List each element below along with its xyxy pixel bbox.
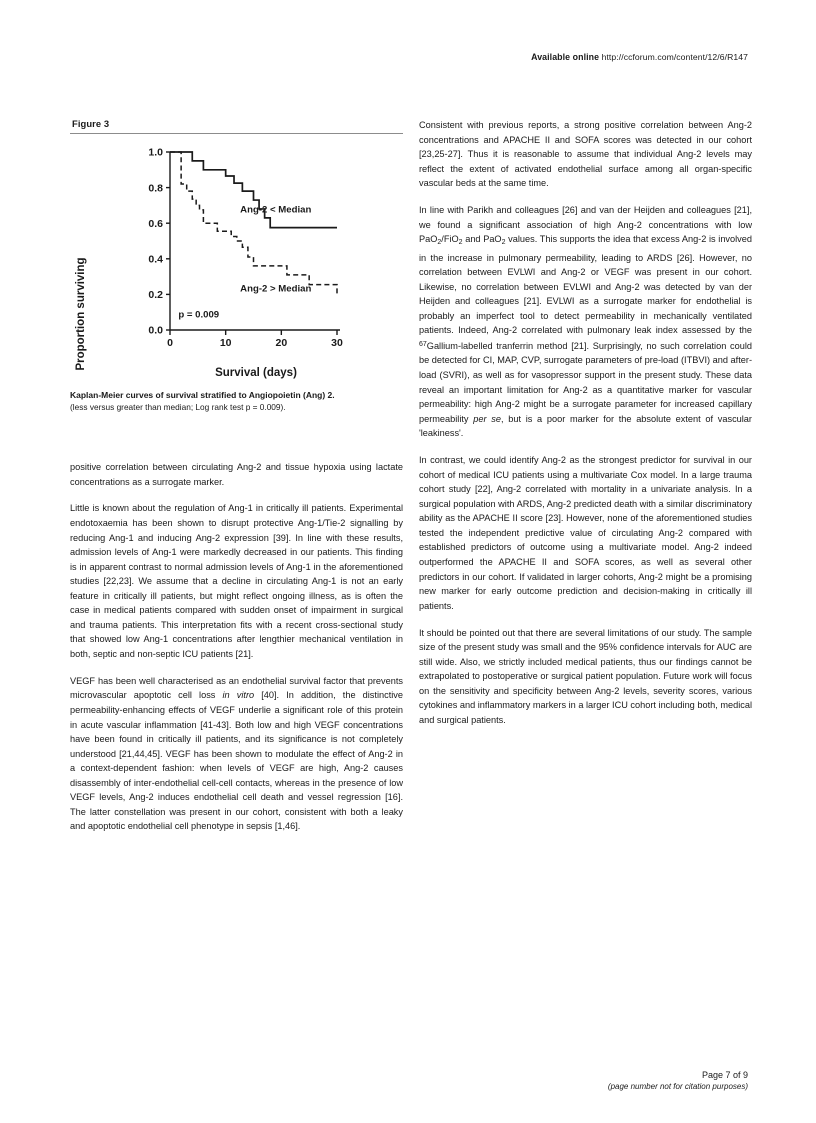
- paragraph: Consistent with previous reports, a strong positive correlation between Ang-2 concentrations and APACHE II and SOFA scores was detected in our cohort [23,25-27]. Thus it is reasonable to assume that individual Ang-2 levels may reflect the extent of activated endothelial surface among all organ-specific vascular beds at the same time.: [419, 120, 752, 189]
- y-tick-label: 1.0: [148, 146, 163, 159]
- figure-caption-detail: (less versus greater than median; Log rank test p = 0.009).: [70, 401, 286, 412]
- subscript: 2: [437, 238, 442, 246]
- superscript: 67: [419, 340, 427, 348]
- text-run: In line with Parikh and colleagues [26] and van der Heijden and colleagues [21], we found a significant association of high Ang-2 concentrations with low PaO: [419, 205, 752, 245]
- article-url[interactable]: http://ccforum.com/content/12/6/R147: [601, 52, 748, 62]
- text-run-italic: in vitro: [222, 690, 255, 701]
- survival-curve-above-median: [170, 152, 337, 294]
- y-tick-label: 0.8: [148, 182, 163, 195]
- available-online-label: Available online: [531, 52, 600, 62]
- paragraph-pao2: [419, 203, 752, 441]
- curve-label: Ang-2 < Median: [240, 204, 312, 216]
- curve-label: Ang-2 > Median: [240, 283, 312, 295]
- text-run: [40]. In addition, the distinctive permeability-enhancing effects of VEGF underlie a significant role of this protein in acute vascular inflammation [41-43]. Both low and high VEGF concentrations have been found in critically ill patients, and its significance is not completely understood [21,44,45]. VEGF has been shown to modulate the effect of Ang-2 in a context-dependent fashion: when levels of VEGF are high, Ang-2 causes disassembly of inter-endothelial cell-cell contacts, whereas in the presence of low VEGF levels, Ang-2 induces endothelial cell death and vessel regression [16]. The latter constellation was present in our cohort, consistent with both a leaky and apoptotic endothelial cell phenotype in sepsis [1,46].: [70, 690, 404, 832]
- y-tick-label: 0.4: [148, 253, 163, 266]
- survival-curve-below-median: [170, 152, 337, 228]
- figure-divider: [70, 133, 403, 134]
- page-footer: [608, 1070, 748, 1091]
- y-tick-label: 0.2: [148, 289, 163, 302]
- chart-svg: [70, 144, 403, 382]
- figure-title: Figure 3: [72, 118, 110, 129]
- left-column-text: [70, 460, 403, 834]
- x-axis-ticks: [170, 330, 337, 335]
- paragraph: It should be pointed out that there are several limitations of our study. The sample size of the present study was small and the 95% confidence intervals for AUC are still wide. Also, we strictly included medical patients, thus our findings cannot be extrapolated to postoperative or surgical patient population. Future work will focus on the sensitivity and specificity between Ang-2 levels, severity scores, various cytokines and inflammatory markers in a larger ICU cohort including both, medical and surgical patients.: [419, 627, 752, 725]
- text-run: and PaO: [462, 234, 502, 245]
- paragraph-vegf: [70, 674, 403, 834]
- text-run: VEGF has been well characterised as an endothelial survival factor that prevents microvascular apoptotic cell loss: [70, 675, 403, 701]
- x-tick-label: 30: [331, 337, 343, 349]
- figure-caption-bold: Kaplan-Meier curves of survival stratified to Angiopoietin (Ang) 2.: [70, 390, 335, 400]
- y-tick-label: 0.6: [148, 217, 163, 230]
- chart-annotations: [178, 205, 311, 321]
- subscript: 2: [501, 238, 506, 246]
- subscript: 2: [458, 238, 463, 246]
- citation-note: (page number not for citation purposes): [607, 1082, 748, 1091]
- x-tick-label: 10: [219, 337, 232, 349]
- text-run-italic: per se: [473, 413, 501, 424]
- x-axis-title: Survival (days): [215, 367, 297, 379]
- y-axis-tick-labels: [148, 147, 163, 337]
- y-tick-label: 0.0: [148, 324, 163, 337]
- chart-axes: [170, 152, 340, 330]
- figure-block: [70, 118, 403, 413]
- paragraph: In contrast, we could identify Ang-2 as the strongest predictor for survival in our cohort of medical ICU patients using a multivariate Cox model. In a large trauma cohort study [22], Ang-2 correlated with mortality in a univariate analysis. In a surgical population with ARDS, Ang-2 predicted death with a similar discriminatory ability as the APACHE II score [23]. However, none of the aforementioned studies tested the independent predictive value of circulating Ang-2 compared with established predictors of outcome using a multivariate model. Ang-2 indeed outperformed the APACHE II and SOFA scores, as well as several other predictors in our cohort. If validated in larger cohorts, Ang-2 might be a promising new marker for early outcome prediction and decision-making in critically ill patients.: [419, 455, 752, 611]
- kaplan-meier-chart: [70, 144, 403, 382]
- y-axis-title: Proportion surviving: [75, 257, 87, 371]
- right-column-text: [419, 118, 752, 727]
- paragraph: Little is known about the regulation of Ang-1 in critically ill patients. Experimental endotoxaemia has been shown to disrupt protective Ang-1/Tie-2 signalling by reducing Ang-1 and inducing Ang-2 expression [39]. In line with these results, admission levels of Ang-1 were markedly decreased in our patients. This finding is in apparent contrast to normal admission levels of Ang-1 in the aforementioned studies [22,23]. We assume that a decline in circulating Ang-1 is not an early feature in critically ill patients, but might reflect ongoing illness, as is often the case in medical patients compared with sudden onset of impairment in surgical and trauma patients. This interpretation fits with a recent cross-sectional study that showed low Ang-1 concentrations after lengthier mechanical ventilation in both, septic and non-septic ICU patients [21].: [70, 503, 403, 659]
- text-run: values. This supports the idea that excess Ang-2 is involved in the increase in pulmonary permeability, leading to ARDS [26]. However, no correlation between EVLWI and Ang-2 or VEGF was present in our cohort. Likewise, no correlation between EVLWI and Ang-2 was detected by van der Heijden and colleagues [21]. EVLWI as a surrogate marker for endothelial is probably an imperfect tool to detect permeability in mechanically ventilated patients. Indeed, Ang-2 correlated with pulmonary leak index assessed by the: [419, 234, 752, 336]
- page-number: Page 7 of 9: [701, 1070, 748, 1080]
- text-run: , but is a poor marker for the absolute extent of vascular 'leakiness'.: [419, 413, 752, 439]
- paragraph: positive correlation between circulating Ang-2 and tissue hypoxia using lactate concentrations as a surrogate marker.: [70, 462, 403, 487]
- x-axis-tick-labels: [167, 337, 343, 349]
- p-value-annotation: p = 0.009: [178, 309, 220, 321]
- x-tick-label: 20: [275, 337, 288, 349]
- page-header: [531, 52, 748, 62]
- figure-caption: [70, 390, 403, 413]
- text-run: /FiO: [441, 234, 459, 245]
- text-run: Gallium-labelled tranferrin method [21]. Surprisingly, no such correlation could be detected for CI, MAP, CVP, surrogate parameters of pre-load (ITBVI) and after-load (SVRI), as well as for vasopressor support in the present study. These data reveal an important limitation for Ang-2 as a quantitative marker for vascular permeability: high Ang-2 might be a surrogate parameter for increased capillary permeability: [419, 340, 752, 424]
- x-tick-label: 0: [167, 337, 173, 349]
